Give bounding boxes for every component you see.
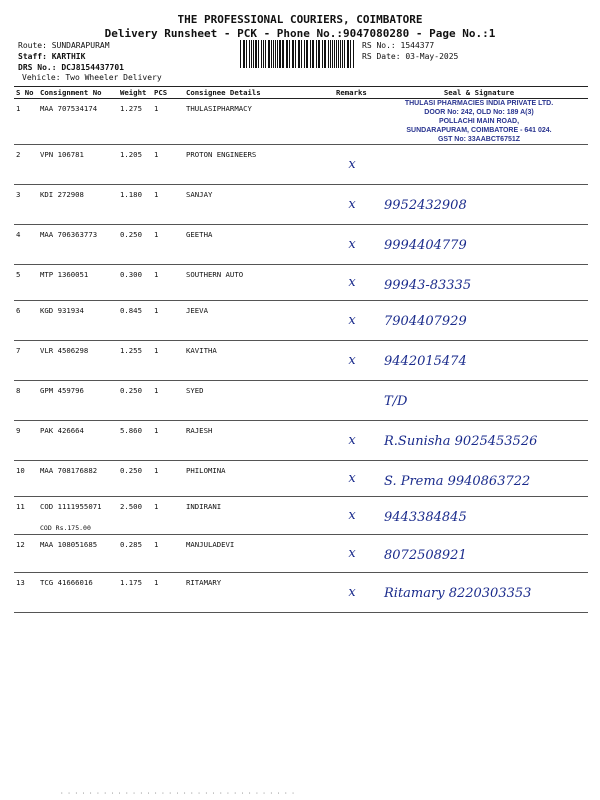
- remark-mark: x: [348, 433, 356, 448]
- cell-pcs: 1: [152, 381, 184, 421]
- table-row: [14, 265, 588, 301]
- cell-consignment: MAA 108051685: [38, 535, 118, 573]
- cell-pcs: 1: [152, 421, 184, 461]
- cell-signature: [370, 225, 588, 265]
- cell-sno: 4: [14, 225, 38, 265]
- cell-consignee: THULASIPHARMACY: [184, 99, 334, 145]
- cell-consignment: KDI 272908: [38, 185, 118, 225]
- cell-consignee: PHILOMINA: [184, 461, 334, 497]
- cell-remarks: [334, 535, 370, 573]
- staff-label: Staff: KARTHIK: [18, 52, 86, 61]
- remark-mark: x: [348, 275, 356, 290]
- cell-consignment: KGD 931934: [38, 301, 118, 341]
- cell-signature: [370, 497, 588, 535]
- cell-weight: 0.845: [118, 301, 152, 341]
- cell-remarks: [334, 381, 370, 421]
- cell-signature: [370, 461, 588, 497]
- handwritten-signature: 8072508921: [384, 548, 467, 563]
- vehicle-label: Vehicle: Two Wheeler Delivery: [22, 73, 162, 82]
- cell-weight: 0.285: [118, 535, 152, 573]
- cell-pcs: 1: [152, 497, 184, 535]
- col-sno: S No: [14, 87, 38, 99]
- cell-consignee: INDIRANI: [184, 497, 334, 535]
- cell-consignment: MAA 707534174: [38, 99, 118, 145]
- cell-pcs: 1: [152, 301, 184, 341]
- handwritten-signature: 9952432908: [384, 198, 467, 213]
- cell-pcs: 1: [152, 341, 184, 381]
- cell-weight: 1.255: [118, 341, 152, 381]
- handwritten-signature: 9442015474: [384, 354, 467, 369]
- col-consignee: Consignee Details: [184, 87, 334, 99]
- col-consignment: Consignment No: [38, 87, 118, 99]
- cell-sno: 9: [14, 421, 38, 461]
- cell-consignee: JEEVA: [184, 301, 334, 341]
- cell-signature: [370, 265, 588, 301]
- cell-pcs: 1: [152, 265, 184, 301]
- remark-mark: x: [348, 585, 356, 600]
- cell-signature: [370, 341, 588, 381]
- table-row: [14, 535, 588, 573]
- remark-mark: x: [348, 237, 356, 252]
- handwritten-signature: T/D: [384, 394, 408, 409]
- cell-signature: [370, 421, 588, 461]
- cell-pcs: 1: [152, 145, 184, 185]
- cell-consignee: KAVITHA: [184, 341, 334, 381]
- cell-pcs: 1: [152, 535, 184, 573]
- cell-consignment: GPM 459796: [38, 381, 118, 421]
- cell-weight: 5.860: [118, 421, 152, 461]
- rs-number: RS No.: 1544377: [362, 41, 435, 50]
- table-header: [14, 87, 588, 99]
- handwritten-signature: 7904407929: [384, 314, 467, 329]
- cell-weight: 2.500: [118, 497, 152, 535]
- cell-consignment: TCG 41666016: [38, 573, 118, 613]
- table-row: [14, 99, 588, 145]
- cell-weight: 0.250: [118, 225, 152, 265]
- cell-consignee: SYED: [184, 381, 334, 421]
- remark-mark: x: [348, 157, 356, 172]
- cell-sno: 12: [14, 535, 38, 573]
- cell-remarks: [334, 265, 370, 301]
- barcode: [240, 40, 354, 68]
- cell-signature: [370, 573, 588, 613]
- table-row: [14, 145, 588, 185]
- cell-consignment: MTP 1360051: [38, 265, 118, 301]
- cell-sno: 5: [14, 265, 38, 301]
- remark-mark: x: [348, 471, 356, 486]
- runsheet-table: [14, 86, 588, 613]
- stamp-line: POLLACHI MAIN ROAD,: [438, 118, 520, 125]
- handwritten-signature: 9994404779: [384, 238, 467, 253]
- cell-consignee: RAJESH: [184, 421, 334, 461]
- cell-pcs: 1: [152, 225, 184, 265]
- cell-remarks: [334, 185, 370, 225]
- drs-label: DRS No.: DCJ8154437701: [18, 63, 124, 72]
- remark-mark: x: [348, 197, 356, 212]
- cell-consignee: PROTON ENGINEERS: [184, 145, 334, 185]
- cell-consignee: MANJULADEVI: [184, 535, 334, 573]
- cell-pcs: 1: [152, 461, 184, 497]
- cell-signature: [370, 185, 588, 225]
- cell-consignment: VLR 4506298: [38, 341, 118, 381]
- stamp-line: GST No: 33AABCT6751Z: [437, 136, 521, 143]
- rs-date: RS Date: 03-May-2025: [362, 52, 459, 61]
- cell-remarks: [334, 341, 370, 381]
- consignment-number: COD 1111955071: [40, 502, 102, 511]
- cell-weight: 0.250: [118, 381, 152, 421]
- cell-remarks: [334, 145, 370, 185]
- cell-weight: 1.175: [118, 573, 152, 613]
- table-row: [14, 421, 588, 461]
- cell-sno: 3: [14, 185, 38, 225]
- cell-remarks: [334, 497, 370, 535]
- stamp-line: THULASI PHARMACIES INDIA PRIVATE LTD.: [404, 100, 554, 107]
- cell-consignee: GEETHA: [184, 225, 334, 265]
- cell-consignment: [38, 497, 118, 535]
- cell-pcs: 1: [152, 99, 184, 145]
- cell-consignee: RITAMARY: [184, 573, 334, 613]
- company-title: THE PROFESSIONAL COURIERS, COIMBATORE: [177, 13, 423, 26]
- col-pcs: PCS: [152, 87, 184, 99]
- table-row: [14, 573, 588, 613]
- cell-consignment: VPN 106781: [38, 145, 118, 185]
- col-weight: Weight: [118, 87, 152, 99]
- cell-signature: [370, 381, 588, 421]
- cell-remarks: [334, 301, 370, 341]
- cell-pcs: 1: [152, 573, 184, 613]
- cell-sno: 13: [14, 573, 38, 613]
- handwritten-signature: Ritamary 8220303353: [384, 586, 532, 601]
- table-row: [14, 497, 588, 535]
- remark-mark: x: [348, 546, 356, 561]
- cell-sno: 10: [14, 461, 38, 497]
- col-seal: Seal & Signature: [370, 87, 588, 99]
- cell-remarks: [334, 573, 370, 613]
- stamp-line: DOOR No: 242, OLD No: 189 A(3): [424, 109, 534, 116]
- remark-mark: x: [348, 353, 356, 368]
- cell-remarks: [334, 461, 370, 497]
- cell-weight: 0.250: [118, 461, 152, 497]
- cell-weight: 0.300: [118, 265, 152, 301]
- runsheet-subtitle: Delivery Runsheet - PCK - Phone No.:9047080280 - Page No.:1: [104, 27, 496, 40]
- cell-sno: 6: [14, 301, 38, 341]
- cell-sno: 2: [14, 145, 38, 185]
- cell-consignment: MAA 706363773: [38, 225, 118, 265]
- cell-sno: 1: [14, 99, 38, 145]
- footer-mark: · · · · · · · · · · · · · · · · · · · · · · · · · · · · · · · · ·: [60, 790, 295, 797]
- cell-remarks: [334, 225, 370, 265]
- handwritten-signature: 99943-83335: [384, 278, 472, 293]
- cell-weight: 1.180: [118, 185, 152, 225]
- table-row: [14, 185, 588, 225]
- cell-signature: [370, 145, 588, 185]
- cell-consignment: PAK 426664: [38, 421, 118, 461]
- cell-consignee: SOUTHERN AUTO: [184, 265, 334, 301]
- cell-signature: [370, 99, 588, 145]
- stamp-line: SUNDARAPURAM, COIMBATORE - 641 024.: [406, 127, 552, 134]
- cell-sno: 11: [14, 497, 38, 535]
- cell-weight: 1.205: [118, 145, 152, 185]
- remark-mark: x: [348, 508, 356, 523]
- cell-pcs: 1: [152, 185, 184, 225]
- cell-remarks: [334, 421, 370, 461]
- handwritten-signature: S. Prema 9940863722: [384, 474, 531, 489]
- table-row: [14, 341, 588, 381]
- cell-weight: 1.275: [118, 99, 152, 145]
- handwritten-signature: [372, 150, 586, 158]
- handwritten-signature: R.Sunisha 9025453526: [384, 434, 538, 449]
- handwritten-signature: 9443384845: [384, 510, 467, 525]
- company-stamp: [370, 99, 588, 144]
- table-row: [14, 301, 588, 341]
- table-row: [14, 461, 588, 497]
- cell-sno: 8: [14, 381, 38, 421]
- col-remarks: Remarks: [334, 87, 370, 99]
- cell-consignment: MAA 708176882: [38, 461, 118, 497]
- route-label: Route: SUNDARAPURAM: [18, 41, 110, 50]
- remark-mark: x: [348, 313, 356, 328]
- cell-consignee: SANJAY: [184, 185, 334, 225]
- table-row: [14, 225, 588, 265]
- cell-signature: [370, 535, 588, 573]
- cell-sno: 7: [14, 341, 38, 381]
- cell-signature: [370, 301, 588, 341]
- cell-remarks: [334, 99, 370, 145]
- table-row: [14, 381, 588, 421]
- cod-amount: COD Rs.175.00: [40, 524, 91, 532]
